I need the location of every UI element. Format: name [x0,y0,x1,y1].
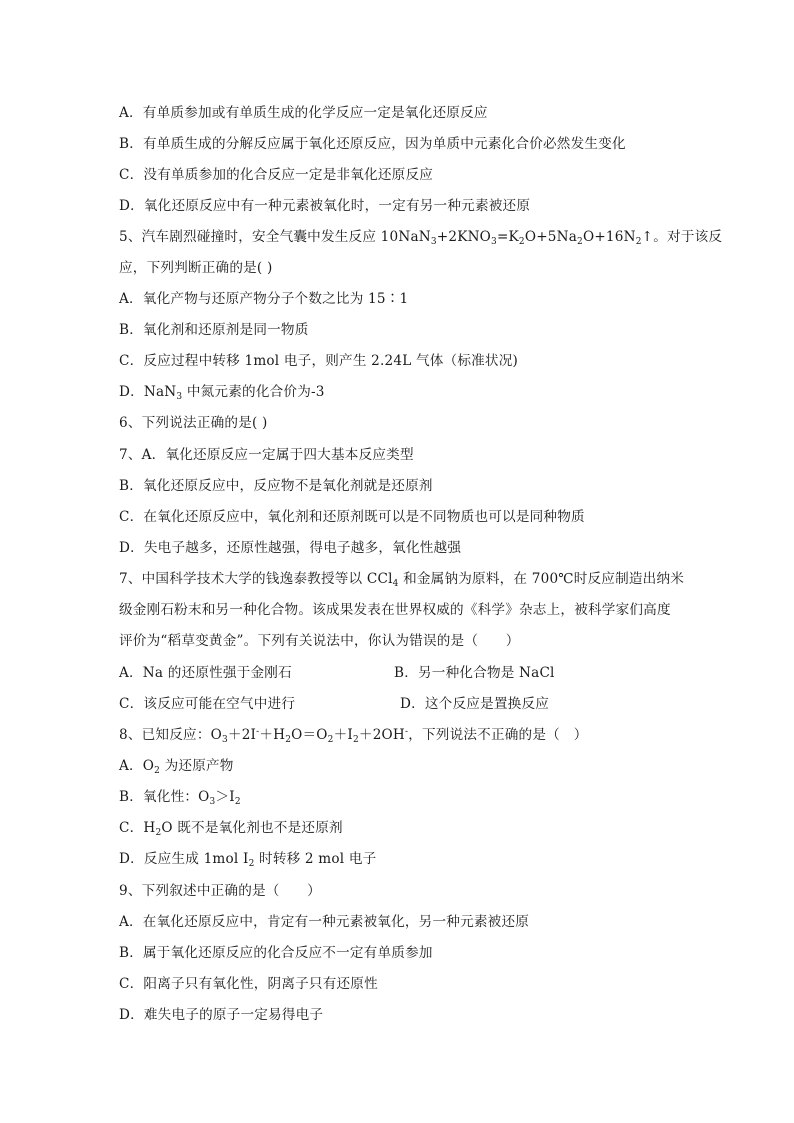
q6-option-b: B．氧化还原反应中，反应物不是氧化剂就是还原剂 [119,478,433,494]
q5-option-a: A．氧化产物与还原产物分子个数之比为 15∶1 [119,291,409,307]
q7-stem-line2: 级金刚石粉末和另一种化合物。该成果发表在世界权威的《科学》杂志上，被科学家们高度 [119,602,671,618]
q4-option-a: A．有单质参加或有单质生成的化学反应一定是氧化还原反应 [119,105,488,121]
q6-stem: 6、下列说法正确的是( ) [119,415,268,431]
q8-option-c: C．$H_2O$ 既不是氧化剂也不是还原剂 [119,820,343,838]
q7-stem-line1: 7、中国科学技术大学的钱逸泰教授等以 CCl$_4$ 和金属钠为原料，在 700℃时反应制造出纳米 [119,571,685,589]
q9-option-b: B．属于氧化还原反应的化合反应不一定有单质参加 [119,945,433,961]
q7-option-c: C．该反应可能在空气中进行 [119,696,296,712]
q4-option-b: B．有单质生成的分解反应属于氧化还原反应，因为单质中元素化合价必然发生变化 [119,136,626,152]
q7-option-b: B．另一种化合物是 NaCl [394,665,555,681]
q7-stem-line3: 评价为“稻草变黄金”。下列有关说法中，你认为错误的是（ ） [119,633,520,649]
q9-option-c: C．阳离子只有氧化性，阴离子只有还原性 [119,976,378,992]
q5-option-b: B．氧化剂和还原剂是同一物质 [119,322,309,338]
q7-options-row1 [119,663,292,683]
q9-option-d: D．难失电子的原子一定易得电子 [119,1007,324,1023]
q5-stem-line1: 5、汽车剧烈碰撞时，安全气囊中发生反应 $10NaN_3+2KNO_3=K_2O+5Na_2O+16N_2↑$。对于该反 [119,229,723,247]
q9-option-a: A．在氧化还原反应中，肯定有一种元素被氧化，另一种元素被还原 [119,914,530,930]
q5-option-c: C．反应过程中转移 1mol 电子，则产生 2.24L 气体（标准状况) [119,353,519,369]
q5-stem-text: 5、汽车剧烈碰撞时，安全气囊中发生反应 10NaN [119,229,431,245]
q6-option-c: C．在氧化还原反应中，氧化剂和还原剂既可以是不同物质也可以是同种物质 [119,509,585,525]
q8-option-d: D．反应生成 1mol $I_2$ 时转移 2 mol 电子 [119,851,377,869]
q8-option-b: B．氧化性：$O_3>I_2$ [119,789,241,807]
q4-option-d: D．氧化还原反应中有一种元素被氧化时，一定有另一种元素被还原 [119,198,531,214]
q5-stem-line2: 应，下列判断正确的是( ) [119,260,273,276]
q5-option-d: D．NaN$_3$ 中氮元素的化合价为-3 [119,384,325,402]
q7-option-a: A．Na 的还原性强于金刚石 [119,665,292,681]
q7-option-d: D．这个反应是置换反应 [400,696,550,712]
q8-stem: 8、已知反应：$O_3+2I^-+H_2O=O_2+I_2+2OH^-$，下列说法不正确的是（ ） [119,727,588,745]
q6-option-d: D．失电子越多，还原性越强，得电子越多，氧化性越强 [119,540,462,556]
q6-option-a: 7、A．氧化还原反应一定属于四大基本反应类型 [119,447,414,463]
q9-stem: 9、下列叙述中正确的是（ ） [119,883,321,899]
q8-option-a: A．$O_2$ 为还原产物 [119,758,234,776]
q7-options-row2 [119,694,295,714]
q4-option-c: C．没有单质参加的化合反应一定是非氧化还原反应 [119,167,434,183]
